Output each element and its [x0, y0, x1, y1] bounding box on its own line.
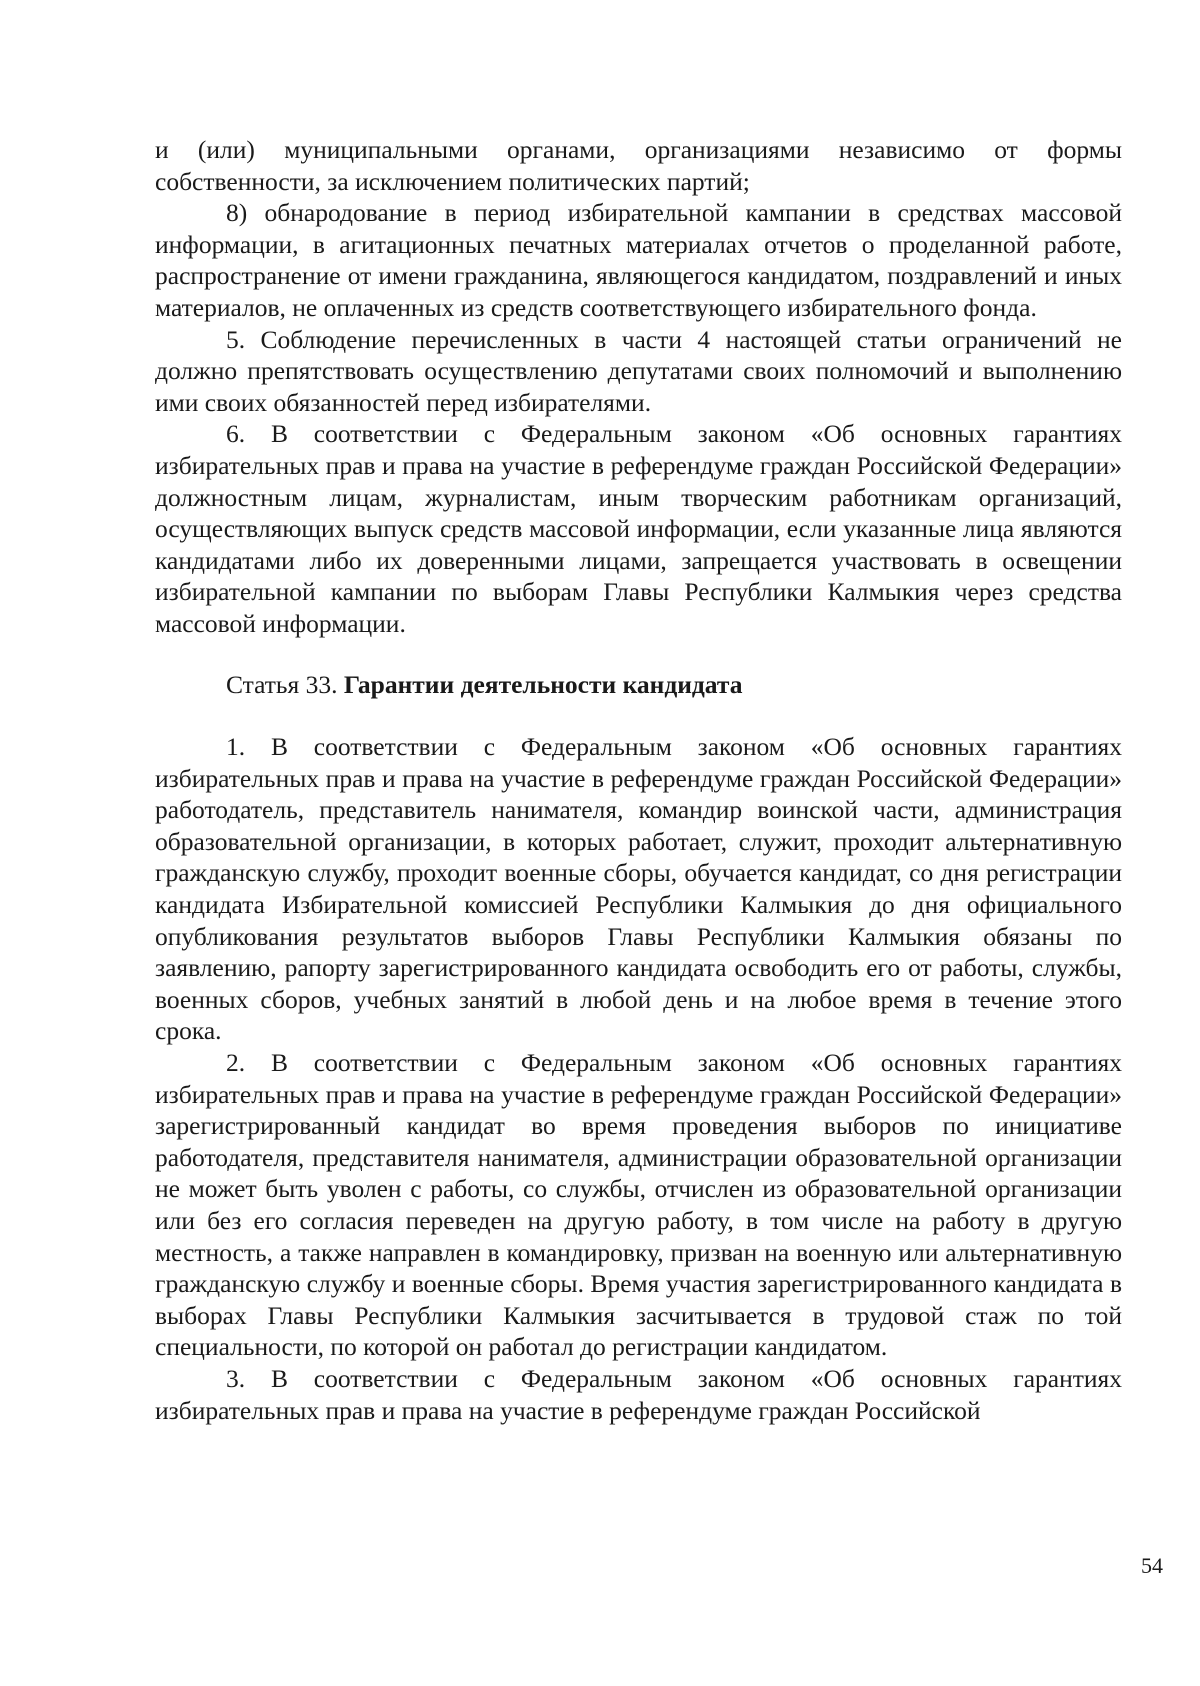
paragraph-article-part-3: 3. В соответствии с Федеральным законом «Об основных гарантиях избирательных прав и права на участие в референдуме граждан Российской — [155, 1363, 1122, 1425]
document-page — [155, 134, 1122, 1426]
paragraph-item-8: 8) обнародование в период избирательной кампании в средствах массовой информации, в агитационных печатных материалах отчетов о проделанной работе, распространение от имени гражданина, являющегося кандидатом, поздравлений и иных материалов, не оплаченных из средств соответствующего избирательного фонда. — [155, 198, 1122, 322]
paragraph-continuation: и (или) муниципальными органами, организациями независимо от формы собственности, за исключением политических партий; — [155, 135, 1122, 196]
article-title: Гарантии деятельности кандидата — [343, 669, 743, 699]
paragraph-part-5: 5. Соблюдение перечисленных в части 4 настоящей статьи ограничений не должно препятствовать осуществлению депутатами своих полномочий и выполнению ими своих обязанностей перед избирателями. — [155, 324, 1122, 417]
paragraph-part-6: 6. В соответствии с Федеральным законом «Об основных гарантиях избирательных прав и права на участие в референдуме граждан Российской Федерации» должностным лицам, журналистам, иным творческим работникам организаций, осуществляющих выпуск средств массовой информации, если указанные лица являются кандидатами либо их доверенными лицами, запрещается участвовать в освещении избирательной кампании по выборам Главы Республики Калмыкия через средства массовой информации. — [155, 419, 1122, 638]
paragraph-article-part-1: 1. В соответствии с Федеральным законом «Об основных гарантиях избирательных прав и права на участие в референдуме граждан Российской Федерации» работодатель, представитель нанимателя, командир воинской части, администрация образовательной организации, в которых работает, служит, проходит альтернативную гражданскую службу, проходит военные сборы, обучается кандидат, со дня регистрации кандидата Избирательной комиссией Республики Калмыкия до дня официального опубликования результатов выборов Главы Республики Калмыкия обязаны по заявлению, рапорту зарегистрированного кандидата освободить его от работы, службы, военных сборов, учебных занятий в любой день и на любое время в течение этого срока. — [155, 732, 1122, 1046]
page-number: 54 — [1141, 1553, 1163, 1578]
article-prefix: Статья 33. — [226, 669, 338, 699]
paragraph-article-part-2: 2. В соответствии с Федеральным законом «Об основных гарантиях избирательных прав и права на участие в референдуме граждан Российской Федерации» зарегистрированный кандидат во время проведения выборов по инициативе работодателя, представителя нанимателя, администрации образовательной организации не может быть уволен с работы, со службы, отчислен из образовательной организации или без его согласия переведен на другую работу, в том числе на работу в другую местность, а также направлен в командировку, призван на военную или альтернативную гражданскую службу и военные сборы. Время участия зарегистрированного кандидата в выборах Главы Республики Калмыкия засчитывается в трудовой стаж по той специальности, по которой он работал до регистрации кандидатом. — [155, 1048, 1122, 1362]
article-heading — [155, 669, 1122, 701]
